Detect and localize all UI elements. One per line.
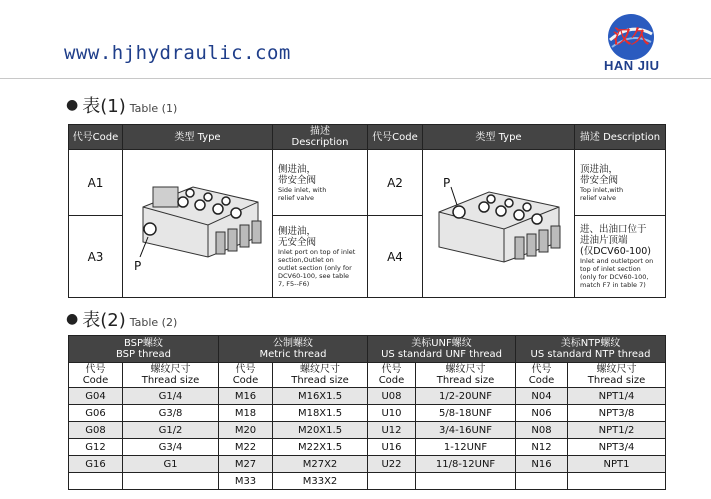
t2-subheader-size [123, 363, 219, 388]
t2-subheader-code-en: Code [232, 375, 259, 386]
table-row [69, 473, 666, 490]
t2-cell: G1/2 [123, 422, 219, 439]
t2-group-unf [368, 336, 516, 363]
t2-group-bsp [69, 336, 219, 363]
t2-group-metric-en: Metric thread [259, 349, 327, 360]
table1-title: ● 表(1) Table (1) [66, 96, 178, 117]
t2-cell: M22 [219, 439, 273, 456]
t2-cell: 1-12UNF [416, 439, 516, 456]
t2-cell: M27X2 [273, 456, 368, 473]
t2-cell: G1 [123, 456, 219, 473]
t2-cell: NPT1/2 [568, 422, 666, 439]
t2-subheader-size [568, 363, 666, 388]
t2-subheader-code [516, 363, 568, 388]
t2-cell [368, 473, 416, 490]
t2-cell: M20 [219, 422, 273, 439]
port-label-p-top: P [442, 175, 450, 190]
t2-cell: G06 [69, 405, 123, 422]
t2-group-bsp-cn: BSP螺纹 [123, 338, 164, 349]
header-divider [0, 78, 711, 79]
t2-cell: U16 [368, 439, 416, 456]
t1-desc-a3-en: Inlet port on top of inlet section,Outlet on outlet section (only for DCV60-100, see table 7, F5--F6) [278, 247, 356, 288]
table-row [69, 388, 666, 405]
table1-title-en: Table (1) [129, 102, 178, 115]
t1-desc-a4 [575, 216, 666, 298]
t2-subheader-size-cn: 螺纹尺寸 [300, 364, 340, 375]
table2-title-cn: 表(2) [82, 310, 126, 331]
t2-subheader-size-en: Thread size [436, 375, 495, 386]
t1-desc-a1-cn: 侧进油， 带安全阀 [278, 163, 317, 186]
t1-header-desc-en: Description [291, 137, 349, 148]
t1-code-a4: A4 [368, 216, 423, 298]
table-row [69, 439, 666, 456]
t2-cell: M20X1.5 [273, 422, 368, 439]
t1-desc-a2-en: Top inlet,with relief valve [580, 185, 624, 202]
t1-desc-a3-cn: 侧进油， 无安全阀 [278, 225, 317, 248]
t1-header-type2: 类型 Type [423, 125, 575, 150]
t2-cell [516, 473, 568, 490]
t2-cell: G08 [69, 422, 123, 439]
t2-cell: N16 [516, 456, 568, 473]
t2-subheader-size [416, 363, 516, 388]
t2-group-metric-cn: 公制螺纹 [273, 338, 313, 349]
t2-cell: NPT1 [568, 456, 666, 473]
t1-header-desc [273, 125, 368, 150]
t2-subheader-size-cn: 螺纹尺寸 [150, 364, 191, 375]
t2-subheader-code-cn: 代号 [531, 364, 552, 375]
t2-cell: M18X1.5 [273, 405, 368, 422]
t1-header-desc-cn: 描述 [310, 126, 330, 137]
t2-cell: N04 [516, 388, 568, 405]
t1-code-a2: A2 [368, 150, 423, 216]
website-url[interactable]: www.hjhydraulic.com [64, 42, 291, 64]
t1-desc-a2-cn: 顶进油， 带安全阀 [580, 163, 619, 186]
t2-cell: U10 [368, 405, 416, 422]
table1-title-cn: 表(1) [82, 96, 126, 117]
t1-code-a1: A1 [69, 150, 123, 216]
t2-cell: M22X1.5 [273, 439, 368, 456]
type-table [68, 124, 666, 298]
t2-group-unf-en: US standard UNF thread [381, 349, 502, 360]
t1-header-desc2: 描述 Description [575, 125, 666, 150]
t2-cell: 5/8-18UNF [416, 405, 516, 422]
t2-group-unf-cn: 美标UNF螺纹 [411, 338, 472, 349]
t2-cell: 3/4-16UNF [416, 422, 516, 439]
t1-header-code2: 代号Code [368, 125, 423, 150]
t2-subheader-code [219, 363, 273, 388]
t2-cell [568, 473, 666, 490]
t2-subheader-size-cn: 螺纹尺寸 [596, 364, 637, 375]
valve-top-inlet-image [423, 150, 575, 298]
t2-subheader-code-cn: 代号 [85, 364, 106, 375]
hanjiu-logo [606, 12, 656, 62]
t2-subheader-code-en: Code [378, 375, 405, 386]
t2-cell: M16X1.5 [273, 388, 368, 405]
t2-cell: N12 [516, 439, 568, 456]
brand-name: HAN JIU [604, 58, 660, 73]
table2-title: ● 表(2) Table (2) [66, 310, 178, 331]
t2-cell: M33 [219, 473, 273, 490]
t2-cell: N08 [516, 422, 568, 439]
t2-group-bsp-en: BSP thread [115, 349, 172, 360]
t2-group-ntp-cn: 美标NTP螺纹 [560, 338, 621, 349]
t1-desc-a4-cn: 进、出油口位于 进油片顶端 (仅DCV60-100) [580, 224, 652, 257]
t2-cell: M33X2 [273, 473, 368, 490]
logo-text: 汉久 [613, 27, 649, 48]
t2-cell: M18 [219, 405, 273, 422]
t2-cell: G04 [69, 388, 123, 405]
t1-header-type: 类型 Type [123, 125, 273, 150]
t2-cell [69, 473, 123, 490]
t1-desc-a4-en: Inlet and outletport on top of inlet section (only for DCV60-100, match F7 in table 7) [580, 257, 654, 289]
t2-cell: G16 [69, 456, 123, 473]
t2-subheader-code [368, 363, 416, 388]
t2-cell: M27 [219, 456, 273, 473]
port-label-p: P [133, 258, 141, 273]
t2-cell: U12 [368, 422, 416, 439]
t1-desc-a3 [273, 216, 368, 298]
t2-cell: NPT3/8 [568, 405, 666, 422]
t2-cell: G1/4 [123, 388, 219, 405]
t2-subheader-code [69, 363, 123, 388]
t2-subheader-size-cn: 螺纹尺寸 [445, 364, 486, 375]
t2-cell: 11/8-12UNF [416, 456, 516, 473]
table-row [69, 422, 666, 439]
t2-subheader-code-en: Code [82, 375, 109, 386]
t2-cell: NPT3/4 [568, 439, 666, 456]
table-row [69, 405, 666, 422]
t2-group-ntp [516, 336, 666, 363]
t2-cell: U08 [368, 388, 416, 405]
t2-subheader-code-cn: 代号 [381, 364, 402, 375]
table2-title-en: Table (2) [129, 316, 178, 329]
t2-subheader-code-cn: 代号 [235, 364, 256, 375]
t1-header-code: 代号Code [69, 125, 123, 150]
t2-cell [123, 473, 219, 490]
t1-desc-a2 [575, 150, 666, 216]
t2-subheader-size-en: Thread size [141, 375, 200, 386]
t2-cell: G3/8 [123, 405, 219, 422]
t2-cell: 1/2-20UNF [416, 388, 516, 405]
t2-group-ntp-en: US standard NTP thread [530, 349, 651, 360]
table-row [69, 456, 666, 473]
t2-subheader-size-en: Thread size [291, 375, 349, 386]
t2-cell: N06 [516, 405, 568, 422]
t2-cell: G12 [69, 439, 123, 456]
t2-cell: U22 [368, 456, 416, 473]
t2-subheader-code-en: Code [528, 375, 555, 386]
thread-table [68, 335, 666, 490]
t2-cell: NPT1/4 [568, 388, 666, 405]
t2-subheader-size-en: Thread size [587, 375, 646, 386]
t1-desc-a1 [273, 150, 368, 216]
t1-desc-a1-en: Side inlet, with relief valve [278, 185, 327, 202]
t2-group-metric [219, 336, 368, 363]
t2-cell: M16 [219, 388, 273, 405]
t1-code-a3: A3 [69, 216, 123, 298]
t2-cell: G3/4 [123, 439, 219, 456]
valve-side-inlet-image [123, 150, 273, 298]
t2-subheader-size [273, 363, 368, 388]
t2-cell [416, 473, 516, 490]
